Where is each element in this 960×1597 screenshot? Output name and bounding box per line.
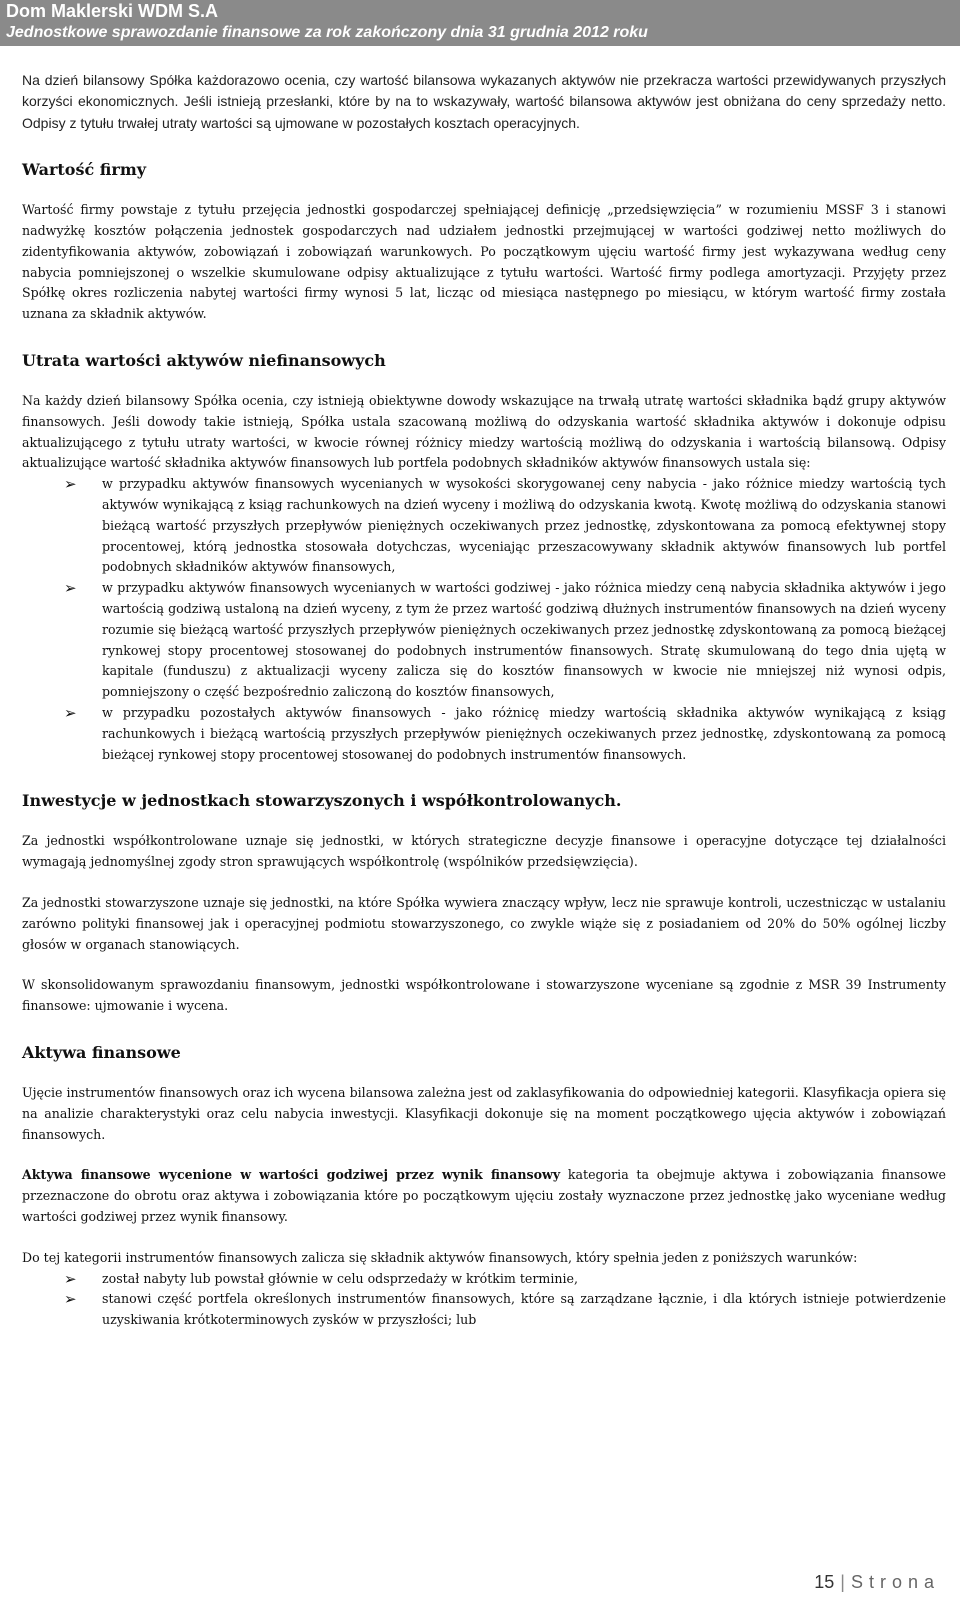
impairment-paragraph: Na każdy dzień bilansowy Spółka ocenia, czy istnieją obiektywne dowody wskazujące na trwałą utratę wartości składnika bądź grupy aktywów finansowych. Jeśli dowody takie istnieją, Spółka ustala szacowaną możliwą do odzyskania wartość składnika aktywów i dokonuje odpisu aktualizującego z tytułu utraty wartości, w kwocie równej różnicy miedzy wartością możliwą do odzyskania i wartością bilansową. Odpisy aktualizujące wartość składnika aktywów finansowych lub portfela podobnych składników aktywów finansowych ustala się: [22, 393, 946, 471]
document-header [0, 0, 960, 46]
list-item [22, 1289, 946, 1331]
page-number: 15 [814, 1572, 835, 1592]
list-item [22, 578, 946, 703]
list-item-text: w przypadku pozostałych aktywów finansowych - jako różnicę miedzy wartością składnika aktywów wynikającą z ksiąg rachunkowych i bieżącą wartością przyszłych przepływów pieniężnych oczekiwanych przez jednostkę, zdyskontowaną za pomocą bieżącej rynkowej stopy procentowej stosowanej do podobnych instrumentów finansowych. [102, 704, 946, 762]
document-body [22, 70, 946, 1331]
list-item [22, 474, 946, 578]
arrow-bullet-icon: ➢ [64, 703, 77, 722]
impairment-heading: Utrata wartości aktywów niefinansowych [22, 351, 386, 370]
goodwill-paragraph: Wartość firmy powstaje z tytułu przejęcia jednostki gospodarczej spełniającej definicję „przedsięwzięcia” w rozumieniu MSSF 3 i stanowi nadwyżkę kosztów połączenia jednostek gospodarczych nad udziałem jednostki przejmującej w wartości godziwej netto możliwych do zidentyfikowania aktywów, zobowiązań i zobowiązań warunkowych. Po początkowym ujęciu wartość firmy jest wykazywana według ceny nabycia pomniejszonej o wszelkie skumulowane odpisy aktualizujące z tytułu wartości. Wartość firmy podlega amortyzacji. Przyjęty przez Spółkę okres rozliczenia nabytej wartości firmy wynosi 5 lat, licząc od miesiąca następnego po miesiącu, w którym wartość firmy została uznana za składnik aktywów. [22, 202, 946, 322]
list-item [22, 1269, 946, 1290]
category-description: kategoria ta obejmuje aktywa i zobowiązania finansowe przeznaczone do obrotu oraz aktywa i zobowiązania które po początkowym ujęciu zostały wyznaczone przez jednostkę jako wyceniane według wartości godziwej przez wynik finansowy. [22, 1167, 946, 1224]
financial-assets-paragraph-1: Ujęcie instrumentów finansowych oraz ich wycena bilansowa zależna jest od zaklasyfikowania do odpowiedniej kategorii. Klasyfikacja opiera się na analizie charakterystyki oraz celu nabycia inwestycji. Klasyfikacji dokonuje się na moment początkowego ujęcia aktywów i zobowiązań finansowych. [22, 1084, 946, 1142]
list-item-text: w przypadku aktywów finansowych wycenianych w wysokości skorygowanej ceny nabycia - jako różnice miedzy wartością tych aktywów wynikającą z ksiąg rachunkowych na dzień wyceny i możliwą do odzyskania kwotą. Kwotę możliwą do odzyskania stanowi bieżącą wartość przyszłych przepływów pieniężnych oczekiwanych przez jednostkę, zdyskontowana za pomocą efektywnej stopy procentowej, którą jednostka stosowała dotychczas, wyceniając przeszacowywany składnik aktywów finansowych lub portfel podobnych składników aktywów finansowych, [102, 476, 946, 575]
arrow-bullet-icon: ➢ [64, 1290, 77, 1309]
investments-heading: Inwestycje w jednostkach stowarzyszonych i współkontrolowanych. [22, 791, 622, 811]
category-name: Aktywa finansowe wycenione w wartości godziwej przez wynik finansowy [22, 1167, 561, 1183]
investments-paragraph-1: Za jednostki współkontrolowane uznaje się jednostki, w których strategiczne decyzje finansowe i operacyjne dotyczące tej działalności wymagają jednomyślnej zgody stron sprawujących współkontrolę (wspólników przedsięwzięcia). [22, 833, 946, 870]
conditions-bullet-list [22, 1269, 946, 1331]
financial-assets-paragraph-3: Do tej kategorii instrumentów finansowych zalicza się składnik aktywów finansowych, który spełnia jeden z poniższych warunków: [22, 1249, 858, 1265]
page-footer [814, 1572, 940, 1593]
list-item-text: stanowi część portfela określonych instrumentów finansowych, które są zarządzane łącznie, i dla których istnieje potwierdzenie uzyskiwania krótkoterminowych zysków w przyszłości; lub [102, 1291, 946, 1328]
financial-assets-paragraph-2 [22, 1165, 946, 1227]
arrow-bullet-icon: ➢ [64, 475, 77, 494]
financial-assets-heading: Aktywa finansowe [22, 1042, 181, 1062]
list-item-text: został nabyty lub powstał głównie w celu odsprzedaży w krótkim terminie, [102, 1270, 578, 1286]
impairment-bullet-list [22, 474, 946, 765]
arrow-bullet-icon: ➢ [64, 1269, 77, 1288]
company-name: Dom Maklerski WDM S.A [6, 1, 219, 21]
investments-paragraph-3: W skonsolidowanym sprawozdaniu finansowym, jednostki współkontrolowane i stowarzyszone wyceniane są zgodnie z MSR 39 Instrumenty finansowe: ujmowanie i wycena. [22, 977, 946, 1014]
investments-paragraph-2: Za jednostki stowarzyszone uznaje się jednostki, na które Spółka wywiera znaczący wpływ, lecz nie sprawuje kontroli, uczestnicząc w ustalaniu zarówno polityki finansowej jak i operacyjnej podmiotu stowarzyszonego, co zwykle wiąże się z posiadaniem od 20% do 50% ogólnej liczby głosów w organach stanowiących. [22, 894, 946, 952]
report-title: Jednostkowe sprawozdanie finansowe za rok zakończony dnia 31 grudnia 2012 roku [6, 24, 648, 41]
list-item-text: w przypadku aktywów finansowych wycenianych w wartości godziwej - jako różnica miedzy ceną nabycia składnika aktywów i jego wartością godziwą ustaloną na dzień wyceny, z tym że przez wartość godziwą dłużnych instrumentów finansowych na dzień wyceny rozumie się bieżącą wartość przyszłych przepływów pieniężnych oczekiwanych przez jednostkę zdyskontowaną za pomocą bieżącej rynkowej stopy procentowej stosowanej do podobnych instrumentów finansowych. Stratę skumulowaną do tego dnia ujętą w kapitale (funduszu) z aktualizacji wyceny zalicza się do kosztów finansowych w kwocie nie mniejszej niż wynosi odpis, pomniejszony o część bezpośrednio zaliczoną do kosztów finansowych, [102, 580, 946, 700]
footer-separator: | [840, 1572, 845, 1592]
page-label: Strona [850, 1572, 940, 1592]
arrow-bullet-icon: ➢ [64, 579, 77, 598]
intro-paragraph: Na dzień bilansowy Spółka każdorazowo ocenia, czy wartość bilansowa wykazanych aktywów nie przekracza wartości przewidywanych przyszłych korzyści ekonomicznych. Jeśli istnieją przesłanki, które by na to wskazywały, wartość bilansowa aktywów jest obniżana do ceny sprzedaży netto. Odpisy z tytułu trwałej utraty wartości są ujmowane w pozostałych kosztach operacyjnych. [22, 72, 946, 131]
list-item [22, 703, 946, 765]
goodwill-heading: Wartość firmy [22, 160, 147, 180]
